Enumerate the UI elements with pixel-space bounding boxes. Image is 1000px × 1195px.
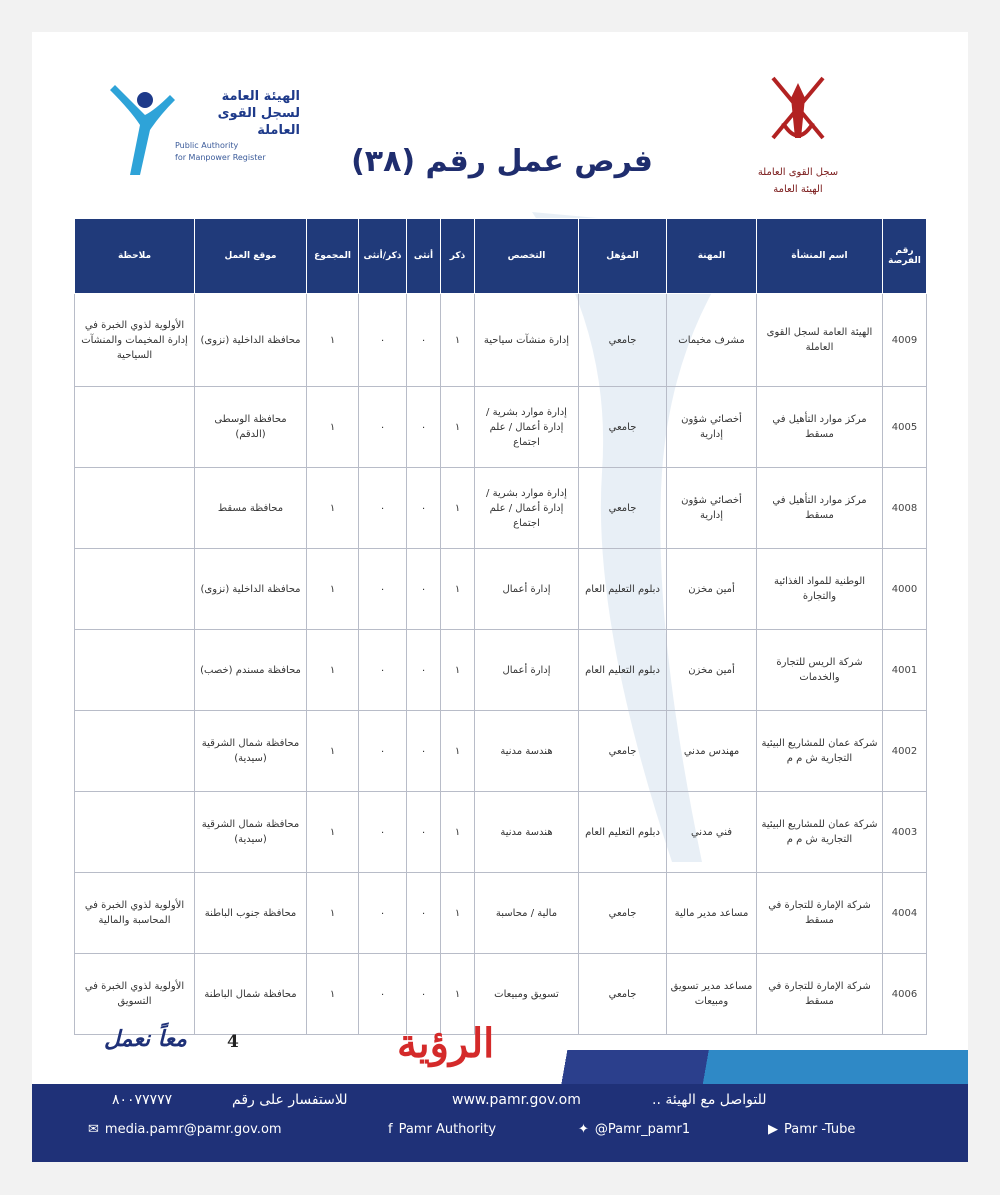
newspaper-logo: الرؤية bbox=[397, 1020, 495, 1067]
table-row bbox=[75, 873, 927, 954]
cell-location: محافظة الداخلية (نزوى) bbox=[195, 294, 307, 387]
header-note: ملاحظة bbox=[75, 219, 195, 294]
table-row bbox=[75, 630, 927, 711]
cell-specialization: إدارة موارد بشرية / إدارة أعمال / علم اجتماع bbox=[475, 387, 579, 468]
cell-male: ١ bbox=[441, 387, 475, 468]
cell-female: ٠ bbox=[407, 711, 441, 792]
cell-male: ١ bbox=[441, 630, 475, 711]
cell-location: محافظة الوسطى (الدقم) bbox=[195, 387, 307, 468]
cell-code: 4002 bbox=[883, 711, 927, 792]
cell-code: 4009 bbox=[883, 294, 927, 387]
cell-location: محافظة شمال الباطنة bbox=[195, 954, 307, 1035]
cell-job: مهندس مدني bbox=[667, 711, 757, 792]
facebook-link: Pamr Authority bbox=[398, 1122, 497, 1137]
cell-company: شركة عمان للمشاريع البيئية التجارية ش م م bbox=[757, 711, 883, 792]
pamr-logo-ar-line2: لسجل القوى العاملة bbox=[217, 106, 300, 138]
header-male-female: ذكر/أنثى bbox=[359, 219, 407, 294]
table-row bbox=[75, 792, 927, 873]
cell-job: أخصائي شؤون إدارية bbox=[667, 468, 757, 549]
table-row bbox=[75, 468, 927, 549]
cell-note: الأولوية لذوي الخبرة في إدارة المخيمات والمنشآت السياحية bbox=[75, 294, 195, 387]
cell-total: ١ bbox=[307, 294, 359, 387]
cell-male-female: ٠ bbox=[359, 792, 407, 873]
header-qualification: المؤهل bbox=[579, 219, 667, 294]
cell-qualification: جامعي bbox=[579, 294, 667, 387]
cell-total: ١ bbox=[307, 387, 359, 468]
cell-code: 4003 bbox=[883, 792, 927, 873]
inquiry-label: للاستفسار على رقم bbox=[232, 1092, 348, 1108]
header-code: رقم الفرصة bbox=[883, 219, 927, 294]
cell-specialization: إدارة منشآت سياحية bbox=[475, 294, 579, 387]
cell-male-female: ٠ bbox=[359, 549, 407, 630]
header-location: موقع العمل bbox=[195, 219, 307, 294]
header-female: أنثى bbox=[407, 219, 441, 294]
cell-company: شركة الإمارة للتجارة في مسقط bbox=[757, 954, 883, 1035]
cell-total: ١ bbox=[307, 549, 359, 630]
cell-female: ٠ bbox=[407, 549, 441, 630]
pamr-logo-en-line2: for Manpower Register bbox=[175, 153, 266, 162]
table-row bbox=[75, 294, 927, 387]
email-link: media.pamr@pamr.gov.om bbox=[104, 1122, 282, 1137]
email-item[interactable] bbox=[82, 1122, 282, 1137]
cell-female: ٠ bbox=[407, 387, 441, 468]
cell-note bbox=[75, 711, 195, 792]
twitter-icon: ✦ bbox=[578, 1122, 589, 1137]
cell-total: ١ bbox=[307, 630, 359, 711]
emblem-text-line1: سجل القوى العاملة bbox=[757, 167, 839, 178]
cell-female: ٠ bbox=[407, 873, 441, 954]
cell-male: ١ bbox=[441, 873, 475, 954]
cell-location: محافظة مسندم (خصب) bbox=[195, 630, 307, 711]
pamr-logo-ar-line1: الهيئة العامة bbox=[221, 89, 300, 104]
cell-note bbox=[75, 630, 195, 711]
cell-male-female: ٠ bbox=[359, 387, 407, 468]
cell-note: الأولوية لذوي الخبرة في المحاسبة والمالية bbox=[75, 873, 195, 954]
cell-location: محافظة شمال الشرقية (سيدية) bbox=[195, 711, 307, 792]
cell-male: ١ bbox=[441, 549, 475, 630]
cell-qualification: جامعي bbox=[579, 954, 667, 1035]
cell-male-female: ٠ bbox=[359, 711, 407, 792]
header-specialization: التخصص bbox=[475, 219, 579, 294]
cell-specialization: هندسة مدنية bbox=[475, 711, 579, 792]
website-link[interactable]: www.pamr.gov.om bbox=[452, 1092, 581, 1108]
cell-company: الوطنية للمواد الغذائية والتجارة bbox=[757, 549, 883, 630]
cell-code: 4000 bbox=[883, 549, 927, 630]
cell-specialization: تسويق ومبيعات bbox=[475, 954, 579, 1035]
cell-job: مشرف مخيمات bbox=[667, 294, 757, 387]
pamr-logo bbox=[100, 70, 300, 210]
cell-qualification: دبلوم التعليم العام bbox=[579, 792, 667, 873]
cell-male-female: ٠ bbox=[359, 630, 407, 711]
cell-female: ٠ bbox=[407, 630, 441, 711]
cell-female: ٠ bbox=[407, 954, 441, 1035]
cell-specialization: إدارة أعمال bbox=[475, 549, 579, 630]
cell-note: الأولوية لذوي الخبرة في التسويق bbox=[75, 954, 195, 1035]
cell-location: محافظة مسقط bbox=[195, 468, 307, 549]
facebook-item[interactable] bbox=[382, 1122, 496, 1137]
cell-qualification: جامعي bbox=[579, 468, 667, 549]
twitter-link: @Pamr_pamr1 bbox=[594, 1122, 691, 1137]
cell-code: 4006 bbox=[883, 954, 927, 1035]
emblem-text-line2: الهيئة العامة bbox=[773, 184, 823, 195]
youtube-item[interactable] bbox=[762, 1122, 855, 1137]
cell-company: شركة الريس للتجارة والخدمات bbox=[757, 630, 883, 711]
cell-job: فني مدني bbox=[667, 792, 757, 873]
cell-qualification: جامعي bbox=[579, 873, 667, 954]
cell-job: أمين مخزن bbox=[667, 549, 757, 630]
cell-qualification: جامعي bbox=[579, 711, 667, 792]
cell-female: ٠ bbox=[407, 792, 441, 873]
header-job: المهنة bbox=[667, 219, 757, 294]
table-row bbox=[75, 549, 927, 630]
page bbox=[32, 32, 968, 1162]
cell-male: ١ bbox=[441, 711, 475, 792]
cell-location: محافظة الداخلية (نزوى) bbox=[195, 549, 307, 630]
cell-note bbox=[75, 792, 195, 873]
cell-total: ١ bbox=[307, 873, 359, 954]
pamr-logo-en-line1: Public Authority bbox=[175, 141, 239, 150]
athlete-logo-icon bbox=[100, 70, 180, 180]
email-icon: ✉ bbox=[88, 1122, 99, 1137]
cell-job: مساعد مدير تسويق ومبيعات bbox=[667, 954, 757, 1035]
cell-male: ١ bbox=[441, 954, 475, 1035]
header-company: اسم المنشأة bbox=[757, 219, 883, 294]
cell-company: شركة عمان للمشاريع البيئية التجارية ش م م bbox=[757, 792, 883, 873]
table-header-row bbox=[75, 219, 927, 294]
cell-location: محافظة جنوب الباطنة bbox=[195, 873, 307, 954]
table-row bbox=[75, 711, 927, 792]
cell-male: ١ bbox=[441, 792, 475, 873]
cell-total: ١ bbox=[307, 954, 359, 1035]
table-row bbox=[75, 387, 927, 468]
cell-total: ١ bbox=[307, 711, 359, 792]
pamr-logo-text bbox=[175, 88, 300, 163]
inquiry-number: ٨٠٠٧٧٧٧٧ bbox=[112, 1092, 173, 1108]
cell-qualification: دبلوم التعليم العام bbox=[579, 549, 667, 630]
table-row bbox=[75, 954, 927, 1035]
cell-specialization: مالية / محاسبة bbox=[475, 873, 579, 954]
cell-code: 4005 bbox=[883, 387, 927, 468]
page-number: 4 bbox=[227, 1032, 239, 1052]
cell-company: مركز موارد التأهيل في مسقط bbox=[757, 468, 883, 549]
cell-total: ١ bbox=[307, 468, 359, 549]
cell-male-female: ٠ bbox=[359, 954, 407, 1035]
cell-qualification: جامعي bbox=[579, 387, 667, 468]
cell-company: الهيئة العامة لسجل القوى العاملة bbox=[757, 294, 883, 387]
cell-qualification: دبلوم التعليم العام bbox=[579, 630, 667, 711]
cell-job: أمين مخزن bbox=[667, 630, 757, 711]
youtube-icon: ▶ bbox=[768, 1122, 778, 1137]
header-total: المجموع bbox=[307, 219, 359, 294]
footer-stripe bbox=[532, 1050, 968, 1084]
cell-company: مركز موارد التأهيل في مسقط bbox=[757, 387, 883, 468]
cell-male: ١ bbox=[441, 294, 475, 387]
cell-male-female: ٠ bbox=[359, 873, 407, 954]
khanjar-emblem-icon bbox=[763, 68, 833, 158]
cell-total: ١ bbox=[307, 792, 359, 873]
footer-social-line bbox=[72, 1122, 942, 1146]
twitter-item[interactable] bbox=[572, 1122, 690, 1137]
cell-male-female: ٠ bbox=[359, 468, 407, 549]
contact-label: للتواصل مع الهيئة .. bbox=[652, 1092, 767, 1108]
emblem-logo bbox=[738, 68, 858, 218]
youtube-link: Pamr -Tube bbox=[784, 1122, 856, 1137]
cell-location: محافظة شمال الشرقية (سيدية) bbox=[195, 792, 307, 873]
header-male: ذكر bbox=[441, 219, 475, 294]
cell-code: 4004 bbox=[883, 873, 927, 954]
cell-note bbox=[75, 549, 195, 630]
cell-code: 4001 bbox=[883, 630, 927, 711]
cell-specialization: إدارة موارد بشرية / إدارة أعمال / علم اجتماع bbox=[475, 468, 579, 549]
cell-female: ٠ bbox=[407, 294, 441, 387]
footer-contact-line bbox=[72, 1092, 942, 1116]
cell-job: أخصائي شؤون إدارية bbox=[667, 387, 757, 468]
cell-specialization: هندسة مدنية bbox=[475, 792, 579, 873]
facebook-icon: f bbox=[388, 1122, 393, 1137]
cell-specialization: إدارة أعمال bbox=[475, 630, 579, 711]
cell-note bbox=[75, 387, 195, 468]
cell-job: مساعد مدير مالية bbox=[667, 873, 757, 954]
cell-note bbox=[75, 468, 195, 549]
jobs-table bbox=[74, 218, 927, 1035]
slogan-logo: معاً نعمل bbox=[104, 1027, 187, 1052]
cell-female: ٠ bbox=[407, 468, 441, 549]
cell-code: 4008 bbox=[883, 468, 927, 549]
page-title: فرص عمل رقم (٣٨) bbox=[351, 144, 653, 179]
cell-male-female: ٠ bbox=[359, 294, 407, 387]
cell-male: ١ bbox=[441, 468, 475, 549]
cell-company: شركة الإمارة للتجارة في مسقط bbox=[757, 873, 883, 954]
